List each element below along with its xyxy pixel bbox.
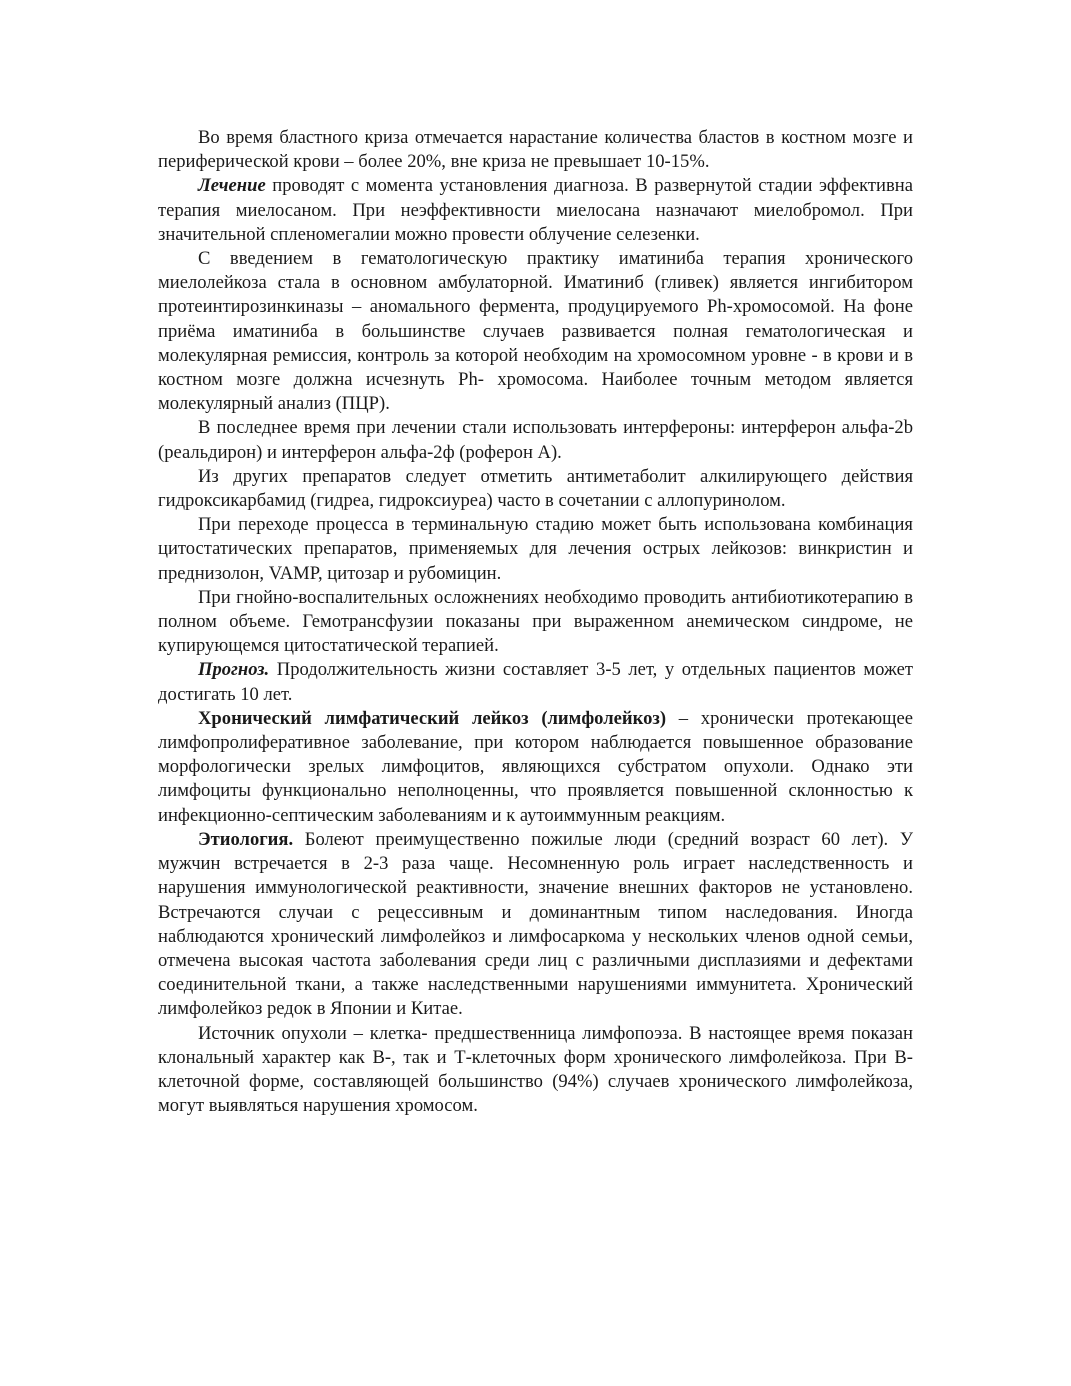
paragraph-cll-definition — [158, 707, 913, 828]
document-page — [158, 126, 913, 1118]
paragraph-imatinib — [158, 247, 913, 416]
paragraph-heading: Лечение — [198, 175, 266, 197]
paragraph-text: С введением в гематологическую практику иматиниба терапия хронического миелолейкоза стала в основном амбулаторной. Иматиниб (гливек) является ингибитором протеинтирозинкиназы – аномального фермента, продуцируемого Ph-хромосомой. На фоне приёма иматиниба в большинстве случаев развивается полная гематологическая и молекулярная ремиссия, контроль за которой необходим на хромосомном уровне - в крови и в костном мозге должна исчезнуть Ph- хромосома. Наиболее точным методом является молекулярный анализ (ПЦР). — [158, 248, 913, 415]
paragraph-text: – хронически протекающее лимфопролиферативное заболевание, при котором наблюдается повышенное образование морфологически зрелых лимфоцитов, являющихся субстратом опухоли. Однако эти лимфоциты функционально неполноценны, что проявляется повышенной склонностью к инфекционно-септическим заболеваниям и к аутоиммунным реакциям. — [158, 707, 913, 826]
paragraph-other-drugs — [158, 465, 913, 513]
paragraph-treatment — [158, 174, 913, 247]
paragraph-heading: Прогноз. — [198, 659, 270, 681]
paragraph-text: В последнее время при лечении стали использовать интерфероны: интерферон альфа-2b (реальдирон) и интерферон альфа-2ф (роферон А). — [158, 417, 913, 463]
paragraph-etiology — [158, 828, 913, 1022]
paragraph-text: При переходе процесса в терминальную стадию может быть использована комбинация цитостатических препаратов, применяемых для лечения острых лейкозов: винкристин и преднизолон, VAMP, цитозар и рубомицин. — [158, 514, 913, 584]
paragraph-tumor-source — [158, 1022, 913, 1119]
paragraph-heading: Хронический лимфатический лейкоз (лимфолейкоз) — [198, 707, 667, 729]
paragraph-text: проводят с момента установления диагноза. В развернутой стадии эффективна терапия миелосаном. При неэффективности миелосана назначают миелобромол. При значительной спленомегалии можно провести облучение селезенки. — [158, 175, 913, 245]
paragraph-text: Продолжительность жизни составляет 3-5 лет, у отдельных пациентов может достигать 10 лет. — [158, 659, 913, 705]
paragraph-text: Во время бластного криза отмечается нарастание количества бластов в костном мозге и периферической крови – более 20%, вне криза не превышает 10-15%. — [158, 127, 913, 173]
paragraph-heading: Этиология. — [198, 828, 294, 850]
paragraph-text: Болеют преимущественно пожилые люди (средний возраст 60 лет). У мужчин встречается в 2-3 раза чаще. Несомненную роль играет наследственность и нарушения иммунологической реактивности, значение внешних факторов не установлено. Встречаются случаи с рецессивным и доминантным типом наследования. Иногда наблюдаются хронический лимфолейкоз и лимфосаркома у нескольких членов одной семьи, отмечена высокая частота заболевания среди лиц с различными дисплазиями и дефектами соединительной ткани, а также наследственными нарушениями иммунитета. Хронический лимфолейкоз редок в Японии и Китае. — [158, 828, 913, 1020]
paragraph-interferons — [158, 416, 913, 464]
paragraph-text: Из других препаратов следует отметить антиметаболит алкилирующего действия гидроксикарбамид (гидреа, гидроксиуреа) часто в сочетании с аллопуринолом. — [158, 465, 913, 512]
paragraph-text: При гнойно-воспалительных осложнениях необходимо проводить антибиотикотерапию в полном объеме. Гемотрансфузии показаны при выраженном анемическом синдроме, не купирующемся цитостатической терапией. — [158, 586, 913, 657]
paragraph-terminal-stage — [158, 513, 913, 586]
paragraph-prognosis — [158, 658, 913, 706]
paragraph-blast-crisis — [158, 126, 913, 174]
paragraph-complications — [158, 586, 913, 659]
paragraph-text: Источник опухоли – клетка- предшественница лимфопоэза. В настоящее время показан клональный характер как В-, так и Т-клеточных форм хронического лимфолейкоза. При В-клеточной форме, составляющей большинство (94%) случаев хронического лимфолейкоза, могут выявляться нарушения хромосом. — [158, 1022, 913, 1117]
